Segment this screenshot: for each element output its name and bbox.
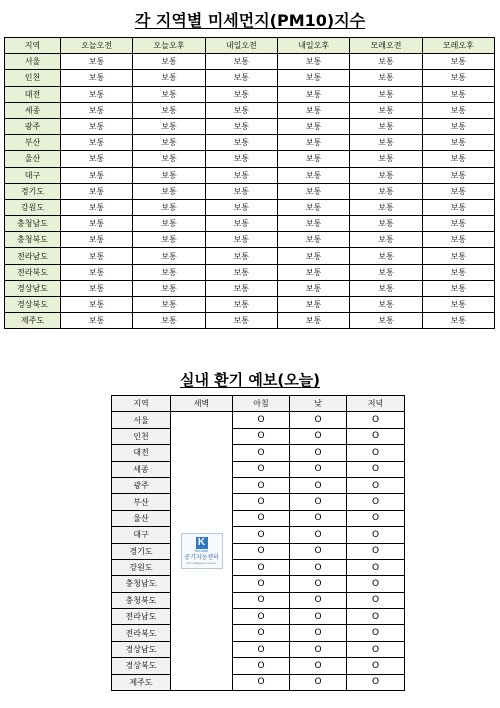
table-row xyxy=(112,477,405,493)
dust-level-cell: 보통 xyxy=(277,297,349,313)
region-cell: 전라남도 xyxy=(112,609,171,625)
region-cell: 대전 xyxy=(112,445,171,461)
ventilation-forecast-table xyxy=(111,395,405,691)
dust-level-cell: 보통 xyxy=(61,118,133,134)
ventilation-body xyxy=(112,412,405,691)
table-row xyxy=(5,86,495,102)
dust-level-cell: 보통 xyxy=(205,313,277,329)
table-row xyxy=(5,199,495,215)
ventilation-ok-cell: O xyxy=(347,428,405,444)
region-cell: 서울 xyxy=(5,54,61,70)
region-cell: 경상남도 xyxy=(112,641,171,657)
table-row xyxy=(5,248,495,264)
dust-level-cell: 보통 xyxy=(133,151,205,167)
dust-level-cell: 보통 xyxy=(205,118,277,134)
dust-level-cell: 보통 xyxy=(61,167,133,183)
dust-level-cell: 보통 xyxy=(350,248,422,264)
region-cell: 강원도 xyxy=(112,559,171,575)
logo-subtitle: Air Intelligence Center xyxy=(186,561,217,566)
ventilation-ok-cell: O xyxy=(233,641,290,657)
dust-level-cell: 보통 xyxy=(350,232,422,248)
table-row xyxy=(5,183,495,199)
region-cell: 경상북도 xyxy=(5,297,61,313)
ventilation-ok-cell: O xyxy=(290,576,347,592)
dust-level-cell: 보통 xyxy=(133,232,205,248)
ventilation-ok-cell: O xyxy=(233,674,290,690)
dust-level-cell: 보통 xyxy=(350,297,422,313)
ventilation-column-header: 새벽 xyxy=(171,396,233,412)
dust-level-cell: 보통 xyxy=(133,86,205,102)
region-cell: 충청북도 xyxy=(112,592,171,608)
table-row xyxy=(112,609,405,625)
dust-level-cell: 보통 xyxy=(205,264,277,280)
table-row xyxy=(5,232,495,248)
dust-level-cell: 보통 xyxy=(422,135,494,151)
dust-level-cell: 보통 xyxy=(61,151,133,167)
air-center-logo xyxy=(181,533,223,569)
dust-level-cell: 보통 xyxy=(350,102,422,118)
ventilation-ok-cell: O xyxy=(290,494,347,510)
dust-level-cell: 보통 xyxy=(422,216,494,232)
ventilation-ok-cell: O xyxy=(290,461,347,477)
table-row xyxy=(5,118,495,134)
dust-level-cell: 보통 xyxy=(61,135,133,151)
dust-forecast-table xyxy=(4,37,495,329)
ventilation-ok-cell: O xyxy=(290,641,347,657)
dust-level-cell: 보통 xyxy=(133,102,205,118)
region-cell: 충청남도 xyxy=(5,216,61,232)
dust-level-cell: 보통 xyxy=(205,199,277,215)
ventilation-ok-cell: O xyxy=(347,609,405,625)
ventilation-ok-cell: O xyxy=(233,543,290,559)
dust-level-cell: 보통 xyxy=(133,70,205,86)
dust-level-cell: 보통 xyxy=(61,216,133,232)
dust-level-cell: 보통 xyxy=(133,297,205,313)
dust-level-cell: 보통 xyxy=(205,232,277,248)
region-cell: 인천 xyxy=(112,428,171,444)
region-cell: 경기도 xyxy=(5,183,61,199)
dust-level-cell: 보통 xyxy=(422,248,494,264)
dust-level-cell: 보통 xyxy=(133,183,205,199)
dust-level-cell: 보통 xyxy=(61,86,133,102)
region-cell: 부산 xyxy=(112,494,171,510)
ventilation-ok-cell: O xyxy=(290,625,347,641)
ventilation-ok-cell: O xyxy=(347,527,405,543)
dust-level-cell: 보통 xyxy=(61,54,133,70)
ventilation-ok-cell: O xyxy=(233,477,290,493)
ventilation-column-header: 저녁 xyxy=(347,396,405,412)
region-cell: 대구 xyxy=(5,167,61,183)
dust-level-cell: 보통 xyxy=(277,118,349,134)
ventilation-ok-cell: O xyxy=(347,477,405,493)
region-cell: 경기도 xyxy=(112,543,171,559)
dust-level-cell: 보통 xyxy=(277,232,349,248)
dust-level-cell: 보통 xyxy=(133,280,205,296)
region-cell: 제주도 xyxy=(112,674,171,690)
table-row xyxy=(112,428,405,444)
dust-level-cell: 보통 xyxy=(422,86,494,102)
dust-level-cell: 보통 xyxy=(350,199,422,215)
dust-level-cell: 보통 xyxy=(205,216,277,232)
region-cell: 대전 xyxy=(5,86,61,102)
ventilation-ok-cell: O xyxy=(290,428,347,444)
table-row xyxy=(112,445,405,461)
region-cell: 제주도 xyxy=(5,313,61,329)
ventilation-column-header: 낮 xyxy=(290,396,347,412)
table-row xyxy=(5,102,495,118)
dust-level-cell: 보통 xyxy=(422,118,494,134)
dust-level-cell: 보통 xyxy=(133,135,205,151)
dust-level-cell: 보통 xyxy=(61,297,133,313)
ventilation-table-title: 실내 환기 예보(오늘) xyxy=(179,371,321,389)
table-row xyxy=(5,264,495,280)
table-row xyxy=(112,527,405,543)
dust-level-cell: 보통 xyxy=(205,280,277,296)
region-cell: 전라북도 xyxy=(5,264,61,280)
ventilation-ok-cell: O xyxy=(290,559,347,575)
dust-level-cell: 보통 xyxy=(61,102,133,118)
dust-level-cell: 보통 xyxy=(422,264,494,280)
ventilation-ok-cell: O xyxy=(347,494,405,510)
dust-level-cell: 보통 xyxy=(350,135,422,151)
dust-level-cell: 보통 xyxy=(61,264,133,280)
ventilation-ok-cell: O xyxy=(290,412,347,428)
ventilation-ok-cell: O xyxy=(290,445,347,461)
table-row xyxy=(112,412,405,428)
table-row xyxy=(112,576,405,592)
dust-level-cell: 보통 xyxy=(422,280,494,296)
ventilation-ok-cell: O xyxy=(347,559,405,575)
ventilation-ok-cell: O xyxy=(233,658,290,674)
dust-level-cell: 보통 xyxy=(205,248,277,264)
table-row xyxy=(112,510,405,526)
ventilation-ok-cell: O xyxy=(290,609,347,625)
dust-level-cell: 보통 xyxy=(61,248,133,264)
dust-body xyxy=(5,54,495,329)
table-row xyxy=(5,135,495,151)
dust-level-cell: 보통 xyxy=(350,167,422,183)
ventilation-ok-cell: O xyxy=(347,445,405,461)
table-row xyxy=(112,674,405,690)
dust-level-cell: 보통 xyxy=(350,118,422,134)
dust-level-cell: 보통 xyxy=(277,151,349,167)
dust-column-header: 지역 xyxy=(5,38,61,54)
dust-level-cell: 보통 xyxy=(133,264,205,280)
dust-level-cell: 보통 xyxy=(61,199,133,215)
region-cell: 울산 xyxy=(5,151,61,167)
table-row xyxy=(112,641,405,657)
dust-level-cell: 보통 xyxy=(422,151,494,167)
dust-column-header: 내일오전 xyxy=(205,38,277,54)
ventilation-column-header: 아침 xyxy=(233,396,290,412)
logo-mark-icon: K xyxy=(196,537,208,549)
dust-column-header: 오늘오전 xyxy=(61,38,133,54)
dust-level-cell: 보통 xyxy=(422,102,494,118)
dust-level-cell: 보통 xyxy=(277,135,349,151)
ventilation-ok-cell: O xyxy=(233,625,290,641)
region-cell: 세종 xyxy=(112,461,171,477)
table-row xyxy=(112,461,405,477)
dust-level-cell: 보통 xyxy=(422,183,494,199)
dust-level-cell: 보통 xyxy=(422,167,494,183)
ventilation-ok-cell: O xyxy=(233,412,290,428)
logo-cell xyxy=(171,412,233,691)
table-row xyxy=(5,70,495,86)
ventilation-ok-cell: O xyxy=(347,461,405,477)
dust-level-cell: 보통 xyxy=(277,86,349,102)
ventilation-ok-cell: O xyxy=(233,609,290,625)
ventilation-column-header: 지역 xyxy=(112,396,171,412)
dust-column-header: 오늘오후 xyxy=(133,38,205,54)
ventilation-ok-cell: O xyxy=(290,510,347,526)
dust-level-cell: 보통 xyxy=(422,70,494,86)
region-cell: 대구 xyxy=(112,527,171,543)
dust-level-cell: 보통 xyxy=(133,216,205,232)
ventilation-ok-cell: O xyxy=(347,412,405,428)
table-row xyxy=(5,151,495,167)
ventilation-ok-cell: O xyxy=(347,641,405,657)
table-row xyxy=(5,54,495,70)
ventilation-ok-cell: O xyxy=(290,543,347,559)
dust-level-cell: 보통 xyxy=(205,54,277,70)
dust-level-cell: 보통 xyxy=(133,167,205,183)
dust-level-cell: 보통 xyxy=(277,167,349,183)
region-cell: 광주 xyxy=(112,477,171,493)
dust-level-cell: 보통 xyxy=(205,297,277,313)
ventilation-ok-cell: O xyxy=(233,592,290,608)
table-row xyxy=(5,313,495,329)
dust-level-cell: 보통 xyxy=(61,232,133,248)
region-cell: 세종 xyxy=(5,102,61,118)
region-cell: 서울 xyxy=(112,412,171,428)
ventilation-ok-cell: O xyxy=(347,625,405,641)
dust-level-cell: 보통 xyxy=(61,313,133,329)
ventilation-ok-cell: O xyxy=(233,428,290,444)
ventilation-ok-cell: O xyxy=(290,592,347,608)
dust-level-cell: 보통 xyxy=(205,167,277,183)
dust-level-cell: 보통 xyxy=(205,102,277,118)
ventilation-ok-cell: O xyxy=(347,674,405,690)
dust-column-header: 모레오전 xyxy=(350,38,422,54)
dust-level-cell: 보통 xyxy=(350,280,422,296)
dust-level-cell: 보통 xyxy=(350,86,422,102)
ventilation-ok-cell: O xyxy=(233,559,290,575)
dust-level-cell: 보통 xyxy=(133,118,205,134)
dust-header-row xyxy=(5,38,495,54)
region-cell: 광주 xyxy=(5,118,61,134)
dust-level-cell: 보통 xyxy=(133,313,205,329)
ventilation-ok-cell: O xyxy=(347,510,405,526)
region-cell: 충청남도 xyxy=(112,576,171,592)
dust-level-cell: 보통 xyxy=(422,232,494,248)
region-cell: 전라북도 xyxy=(112,625,171,641)
ventilation-ok-cell: O xyxy=(347,658,405,674)
table-row xyxy=(5,280,495,296)
ventilation-ok-cell: O xyxy=(290,477,347,493)
dust-level-cell: 보통 xyxy=(277,102,349,118)
table-row xyxy=(112,494,405,510)
logo-english-name: ReGuide xyxy=(194,549,209,554)
table-row xyxy=(112,625,405,641)
region-cell: 인천 xyxy=(5,70,61,86)
ventilation-ok-cell: O xyxy=(347,543,405,559)
dust-level-cell: 보통 xyxy=(422,54,494,70)
ventilation-ok-cell: O xyxy=(290,527,347,543)
dust-level-cell: 보통 xyxy=(277,70,349,86)
ventilation-ok-cell: O xyxy=(233,576,290,592)
dust-level-cell: 보통 xyxy=(61,70,133,86)
dust-level-cell: 보통 xyxy=(205,183,277,199)
ventilation-ok-cell: O xyxy=(347,592,405,608)
dust-level-cell: 보통 xyxy=(350,54,422,70)
dust-level-cell: 보통 xyxy=(350,264,422,280)
dust-level-cell: 보통 xyxy=(277,54,349,70)
dust-level-cell: 보통 xyxy=(277,264,349,280)
table-row xyxy=(112,658,405,674)
dust-level-cell: 보통 xyxy=(133,199,205,215)
dust-level-cell: 보통 xyxy=(205,70,277,86)
region-cell: 전라남도 xyxy=(5,248,61,264)
ventilation-ok-cell: O xyxy=(233,445,290,461)
region-cell: 경상남도 xyxy=(5,280,61,296)
dust-table-title: 각 지역별 미세먼지(PM10)지수 xyxy=(134,11,366,30)
ventilation-ok-cell: O xyxy=(290,674,347,690)
dust-level-cell: 보통 xyxy=(277,280,349,296)
dust-level-cell: 보통 xyxy=(422,297,494,313)
dust-level-cell: 보통 xyxy=(350,70,422,86)
region-cell: 강원도 xyxy=(5,199,61,215)
dust-column-header: 모레오후 xyxy=(422,38,494,54)
table-row xyxy=(112,559,405,575)
dust-level-cell: 보통 xyxy=(205,135,277,151)
ventilation-ok-cell: O xyxy=(233,527,290,543)
dust-level-cell: 보통 xyxy=(350,183,422,199)
region-cell: 울산 xyxy=(112,510,171,526)
dust-level-cell: 보통 xyxy=(422,199,494,215)
logo-korean-name: 공기지능센터 xyxy=(184,554,219,562)
table-row xyxy=(5,167,495,183)
table-row xyxy=(5,216,495,232)
ventilation-ok-cell: O xyxy=(233,510,290,526)
dust-level-cell: 보통 xyxy=(277,216,349,232)
dust-level-cell: 보통 xyxy=(61,280,133,296)
table-row xyxy=(112,592,405,608)
dust-level-cell: 보통 xyxy=(277,313,349,329)
ventilation-ok-cell: O xyxy=(233,494,290,510)
dust-level-cell: 보통 xyxy=(205,151,277,167)
ventilation-ok-cell: O xyxy=(347,576,405,592)
region-cell: 경상북도 xyxy=(112,658,171,674)
dust-level-cell: 보통 xyxy=(205,86,277,102)
dust-level-cell: 보통 xyxy=(350,216,422,232)
dust-level-cell: 보통 xyxy=(277,248,349,264)
table-row xyxy=(5,297,495,313)
ventilation-ok-cell: O xyxy=(290,658,347,674)
dust-level-cell: 보통 xyxy=(133,248,205,264)
ventilation-ok-cell: O xyxy=(233,461,290,477)
region-cell: 부산 xyxy=(5,135,61,151)
table-row xyxy=(112,543,405,559)
dust-level-cell: 보통 xyxy=(350,151,422,167)
dust-column-header: 내일오후 xyxy=(277,38,349,54)
dust-level-cell: 보통 xyxy=(277,183,349,199)
dust-level-cell: 보통 xyxy=(422,313,494,329)
dust-level-cell: 보통 xyxy=(277,199,349,215)
region-cell: 충청북도 xyxy=(5,232,61,248)
dust-level-cell: 보통 xyxy=(61,183,133,199)
dust-level-cell: 보통 xyxy=(133,54,205,70)
ventilation-header-row xyxy=(112,396,405,412)
dust-level-cell: 보통 xyxy=(350,313,422,329)
